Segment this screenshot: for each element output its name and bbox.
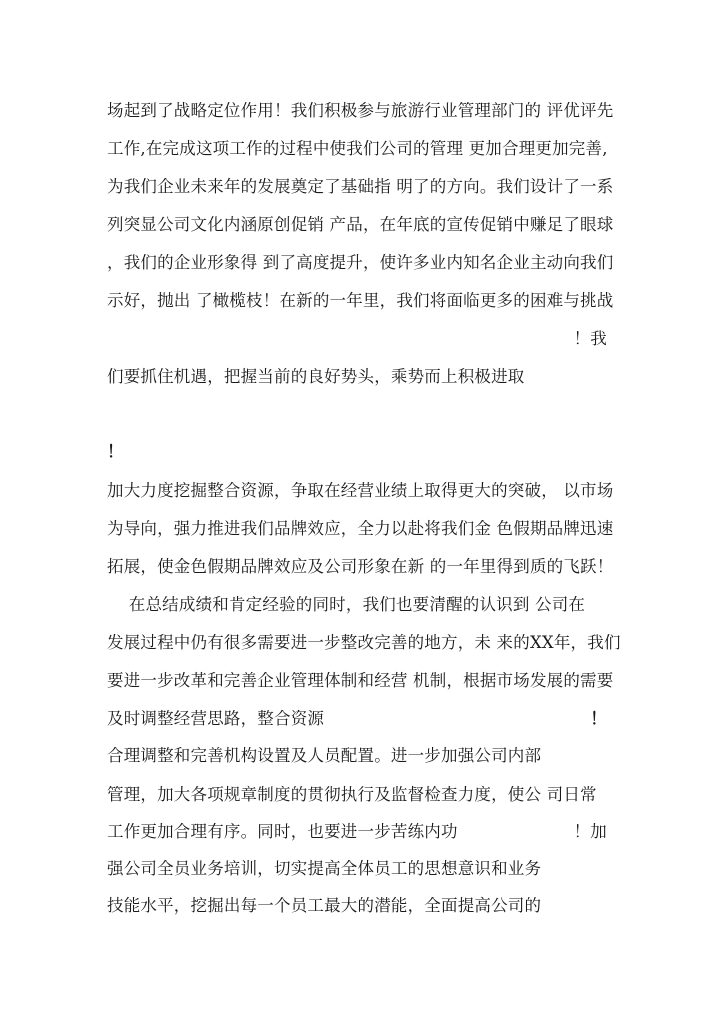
text-line: 列突显公司文化内涵原创促销 产品，在年底的宣传促销中赚足了眼球 <box>107 215 614 234</box>
text-line: 们要抓住机遇，把握当前的良好势头，乘势而上积极进取 <box>107 367 525 386</box>
text-line: 发展过程中仍有很多需要进一步整改完善的地方，未 来的XX年，我们 <box>107 633 621 652</box>
text-line: ！ <box>590 709 607 728</box>
text-line: 合理调整和完善机构设置及人员配置。进一步加强公司内部 <box>107 746 542 765</box>
text-line: 工作,在完成这项工作的过程中使我们公司的管理 更加合理更加完善, <box>107 139 608 158</box>
text-line: 为导向，强力推进我们品牌效应，全力以赴将我们金 色假期品牌迅速 <box>107 519 614 538</box>
text-line: 加大力度挖掘整合资源，争取在经营业绩上取得更大的突破， 以市场 <box>107 481 614 500</box>
text-line: 场起到了战略定位作用！我们积极参与旅游行业管理部门的 评优评先 <box>107 101 614 120</box>
text-line: ，我们的企业形象得 到了高度提升，使许多业内知名企业主动向我们 <box>107 253 614 272</box>
text-line: 要进一步改革和完善企业管理体制和经营 机制，根据市场发展的需要 <box>107 671 614 690</box>
text-line: 强公司全员业务培训，切实提高全体员工的思想意识和业务 <box>107 859 542 878</box>
text-line: ！ <box>107 442 124 461</box>
text-line: ！加 <box>573 822 607 841</box>
text-line: 管理，加大各项规章制度的贯彻执行及监督检查力度，使公 司日常 <box>107 785 597 804</box>
text-line: 在总结成绩和肯定经验的同时，我们也要清醒的认识到 公司在 <box>107 595 586 614</box>
text-line: 拓展，使金色假期品牌效应及公司形象在新 的一年里得到质的飞跃！ <box>107 557 614 576</box>
text-line: 及时调整经营思路，整合资源 <box>107 709 325 728</box>
text-line: ！我 <box>573 329 607 348</box>
text-line: 技能水平，挖掘出每一个员工最大的潜能，全面提高公司的 <box>107 896 542 915</box>
text-line: 为我们企业未来年的发展奠定了基础指 明了的方向。我们设计了一系 <box>107 177 614 196</box>
text-line: 示好，抛出 了橄榄枝！在新的一年里，我们将面临更多的困难与挑战 <box>107 291 614 310</box>
text-line: 工作更加合理有序。同时，也要进一步苦练内功 <box>107 822 458 841</box>
